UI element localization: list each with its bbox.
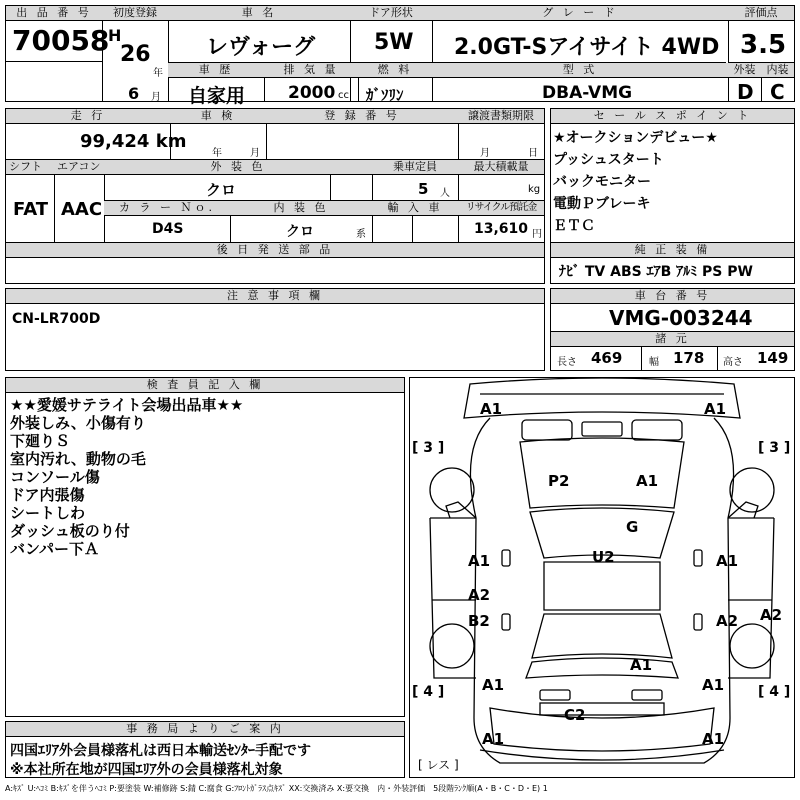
doors: 5W [374,30,414,55]
ac-header: エアコン [54,160,104,175]
header-block [5,5,795,107]
damage-tag: U2 [592,548,615,566]
docs-day-unit: 日 [528,148,538,159]
reg-month: 6 [128,84,140,103]
grade: 2.0GT-Sアイサイト 4WD [454,35,720,60]
damage-tag: P2 [548,472,570,490]
car-name: レヴォーグ [206,35,316,60]
damage-tag: A1 [480,400,503,418]
reg-month-unit: 月 [151,92,161,103]
chassis-number: VMG-003244 [609,306,753,330]
sales-points-list [553,127,718,237]
exterior-score: D [737,80,754,104]
length-label: 長さ [557,357,577,368]
sales-points-header: セ ー ル ス ポ イ ン ト [551,109,794,124]
score: 3.5 [740,30,787,60]
damage-tag: A2 [468,586,491,604]
inspector-line: 外装しみ、小傷有り [10,414,146,432]
displacement-header: 排 気 量 [264,63,358,78]
length: 469 [591,349,623,367]
width: 178 [673,349,705,367]
mileage-header: 走 行 [6,109,170,124]
reg-year-unit: 年 [153,68,163,79]
interior-header: 内装 [761,63,794,78]
sales-points-block [550,108,795,284]
sales-point: 電動Ｐブレーキ [553,196,651,212]
damage-tag: A1 [702,730,725,748]
reg-year: 26 [120,42,151,67]
inspector-line: ダッシュ板のり付 [10,522,130,540]
first-reg-header: 初度登録 [102,6,168,21]
damage-tag: A1 [636,472,659,490]
chassis-header: 車 台 番 号 [551,289,794,304]
damage-tag: A2 [760,606,783,624]
shift: FAT [13,199,49,220]
office-block [5,721,405,778]
tire-tread-front-left: [ 3 ] [412,440,445,456]
max-load-header: 最大積載量 [458,160,544,175]
caution-text: CN-LR700D [12,311,101,327]
sales-point: バックモニター [553,174,651,190]
caution-block [5,288,545,371]
later-parts-header: 後 日 発 送 部 品 [6,243,544,258]
width-label: 幅 [649,357,659,368]
shift-header: シフト [6,160,54,175]
car-name-header: 車 名 [168,6,350,21]
office-line: ※本社所在地が四国ｴﾘｱ外の会員様落札対象 [10,762,283,778]
history-header: 車 歴 [168,63,264,78]
sales-point: ★オークションデビュー★ [553,130,718,146]
damage-tag: G [626,518,639,536]
inspector-block [5,377,405,717]
recycle: 13,610 [474,221,529,237]
lot-number: 70058 [12,24,110,57]
damage-tag: A1 [482,730,505,748]
sales-point: プッシュスタート [553,152,664,168]
fuel-header: 燃 料 [358,63,432,78]
color-no-header: カ ラ ー Ｎｏ. [104,201,230,216]
inspector-line: シートしわ [10,504,86,522]
equipment-header: 純 正 装 備 [551,243,794,258]
model-header: 型 式 [432,63,728,78]
capacity: 5 [418,180,429,198]
int-color-header: 内 装 色 [230,201,372,216]
car-diagram [409,377,795,778]
damage-tag: A2 [716,612,739,630]
displacement: 2000 [288,83,336,103]
era: H [108,26,122,45]
inspector-line: 室内汚れ、動物の毛 [10,450,146,468]
spec-header: 諸 元 [551,332,794,347]
inspection-year-unit: 年 [212,148,222,159]
damage-tag: A1 [716,552,739,570]
details-block [5,108,545,284]
spare-tire: [ レス ] [418,758,459,772]
office-line: 四国ｴﾘｱ外会員様落札は西日本輸送ｾﾝﾀｰ手配です [10,743,311,759]
inspector-header: 検 査 員 記 入 欄 [6,378,404,393]
import-header: 輸 入 車 [372,201,458,216]
damage-tag: A1 [704,400,727,418]
car-outline-svg [410,378,794,777]
docs-month-unit: 月 [480,148,490,159]
equipment: ﾅﾋﾞ TV ABS ｴｱB ｱﾙﾐ PS PW [559,264,753,280]
interior-score: C [770,80,785,104]
damage-tag: B2 [468,612,490,630]
doors-header: ドア形状 [350,6,432,21]
office-header: 事 務 局 よ り ご 案 内 [6,722,404,737]
color: クロ [206,181,237,199]
height: 149 [757,349,789,367]
inspector-line: 下廻りＳ [10,432,71,450]
inspection-header: 車 検 [170,109,266,124]
sales-point: ＥＴＣ [553,218,595,234]
inspector-line: バンパー下Ａ [10,540,99,558]
grade-header: グ レ ー ド [432,6,728,21]
inspector-line: ★★愛媛サテライト会場出品車★★ [10,396,244,414]
damage-tag: C2 [564,706,586,724]
height-label: 高さ [723,357,743,368]
docs-header: 譲渡書類期限 [458,109,544,124]
damage-tag: A1 [630,656,653,674]
max-load-unit: kg [528,184,541,195]
recycle-header: リサイクル預託金 [458,201,544,216]
exterior-header: 外装 [728,63,761,78]
chassis-block [550,288,795,371]
lot-header: 出 品 番 号 [6,6,102,21]
inspector-notes [10,396,243,558]
mileage: 99,424 km [80,131,187,152]
damage-tag: A1 [468,552,491,570]
caution-header: 注 意 事 項 欄 [6,289,544,304]
inspector-line: コンソール傷 [10,468,100,486]
model: DBA-VMG [542,83,633,103]
color-header: 外 装 色 [104,160,372,175]
tire-tread-rear-left: [ 4 ] [412,684,445,700]
inspector-line: ドア内張傷 [10,486,85,504]
recycle-unit: 円 [532,229,542,240]
score-header: 評価点 [728,6,794,21]
color-no: D4S [152,221,184,237]
damage-tag: A1 [702,676,725,694]
reg-no-header: 登 録 番 号 [266,109,458,124]
inspection-month-unit: 月 [250,148,260,159]
fuel: ｶﾞｿﾘﾝ [366,86,404,104]
capacity-header: 乗車定員 [372,160,458,175]
legend: A:ｷｽﾞ U:ﾍｺﾐ B:ｷｽﾞを伴うﾍｺﾐ P:要塗装 W:補修跡 S:錆 C:腐食 G:ﾌﾛﾝﾄｶﾞﾗｽ点ｷｽﾞ XX:交換済み X:要交換 内・外装評価 5段階ﾗﾝｸ順(A・B・C・D・E) 1 [5,784,548,793]
history: 自家用 [188,85,246,107]
tire-tread-rear-right: [ 4 ] [758,684,791,700]
tire-tread-front-right: [ 3 ] [758,440,791,456]
int-color-suffix: 系 [356,229,366,240]
ac: AAC [61,199,103,220]
capacity-unit: 人 [440,188,450,199]
int-color: クロ [286,224,314,240]
displacement-unit: cc [338,90,349,101]
damage-tag: A1 [482,676,505,694]
